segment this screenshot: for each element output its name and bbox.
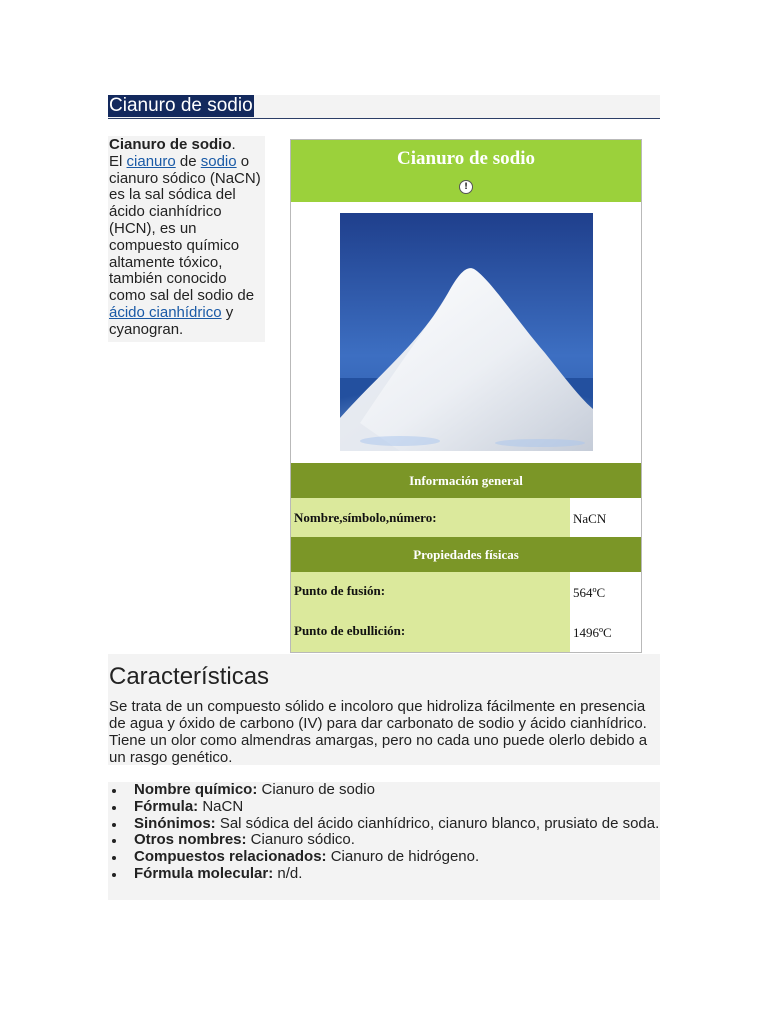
intro-text-1: El [109, 152, 127, 170]
list-item-label: Fórmula: [134, 797, 199, 815]
caracteristicas-text: Se trata de un compuesto sólido e incoloro que hidroliza fácilmente en presencia de agua y óxido de carbono (IV) para dar carbonato de sodio y ácido cianhídrico. Tiene un olor como almendras amargas, pero no cada uno puede olerlo debido a un rasgo genético. [109, 698, 648, 766]
row-label-ebullicion: Punto de ebullición: [291, 612, 570, 652]
section-header-info-general: Información general [291, 463, 641, 498]
link-sodio[interactable]: sodio [200, 152, 237, 170]
list-item-value: NaCN [198, 797, 244, 815]
intro-period: . [231, 136, 236, 153]
list-item [108, 832, 660, 849]
list-item-value: Cianuro de hidrógeno. [326, 848, 480, 866]
list-item-value: Cianuro de sodio [257, 781, 375, 798]
row-value-fusion: 564ºC [570, 572, 641, 612]
row-label-nombre: Nombre,símbolo,número: [291, 498, 570, 537]
list-item [108, 849, 660, 866]
infobox-header [291, 140, 641, 202]
list-item-label: Fórmula molecular: [134, 864, 274, 882]
list-item [108, 816, 660, 833]
intro-text-3: o cianuro sódico (NaCN) es la sal sódica del ácido cianhídrico (HCN), es un compuesto químico altamente tóxico, también conocido como sal del sodio de [109, 152, 261, 305]
list-item-label: Compuestos relacionados: [134, 848, 327, 866]
page-title: Cianuro de sodio [109, 95, 253, 116]
section-header-propiedades: Propiedades físicas [291, 537, 641, 572]
list-item [108, 866, 660, 883]
link-acido-cianhidrico[interactable]: ácido cianhídrico [109, 303, 222, 321]
list-item-label: Otros nombres: [134, 831, 247, 849]
row-value-nombre: NaCN [570, 498, 641, 537]
sodium-cyanide-photo [340, 213, 593, 451]
infobox-title: Cianuro de sodio [397, 148, 535, 169]
properties-list [108, 782, 660, 900]
intro-text-2: de [175, 152, 201, 170]
list-item-value: n/d. [273, 864, 303, 882]
list-item [108, 782, 660, 799]
caracteristicas-heading: Características [109, 663, 270, 690]
list-item-label: Nombre químico: [134, 781, 258, 798]
row-label-fusion: Punto de fusión: [291, 572, 570, 612]
info-icon[interactable]: ! [459, 180, 473, 194]
row-value-ebullicion: 1496ºC [570, 612, 641, 652]
intro-text-4: y cyanogran. [109, 303, 234, 338]
list-item [108, 799, 660, 816]
infobox [290, 139, 642, 653]
list-item-label: Sinónimos: [134, 814, 216, 832]
caracteristicas-section [108, 654, 660, 765]
intro-paragraph [108, 136, 265, 342]
link-cianuro[interactable]: cianuro [126, 152, 176, 170]
list-item-value: Cianuro sódico. [246, 831, 355, 849]
list-item-value: Sal sódica del ácido cianhídrico, cianuro blanco, prusiato de soda. [215, 814, 660, 832]
title-bar [108, 95, 660, 119]
intro-bold-term: Cianuro de sodio [109, 136, 232, 153]
